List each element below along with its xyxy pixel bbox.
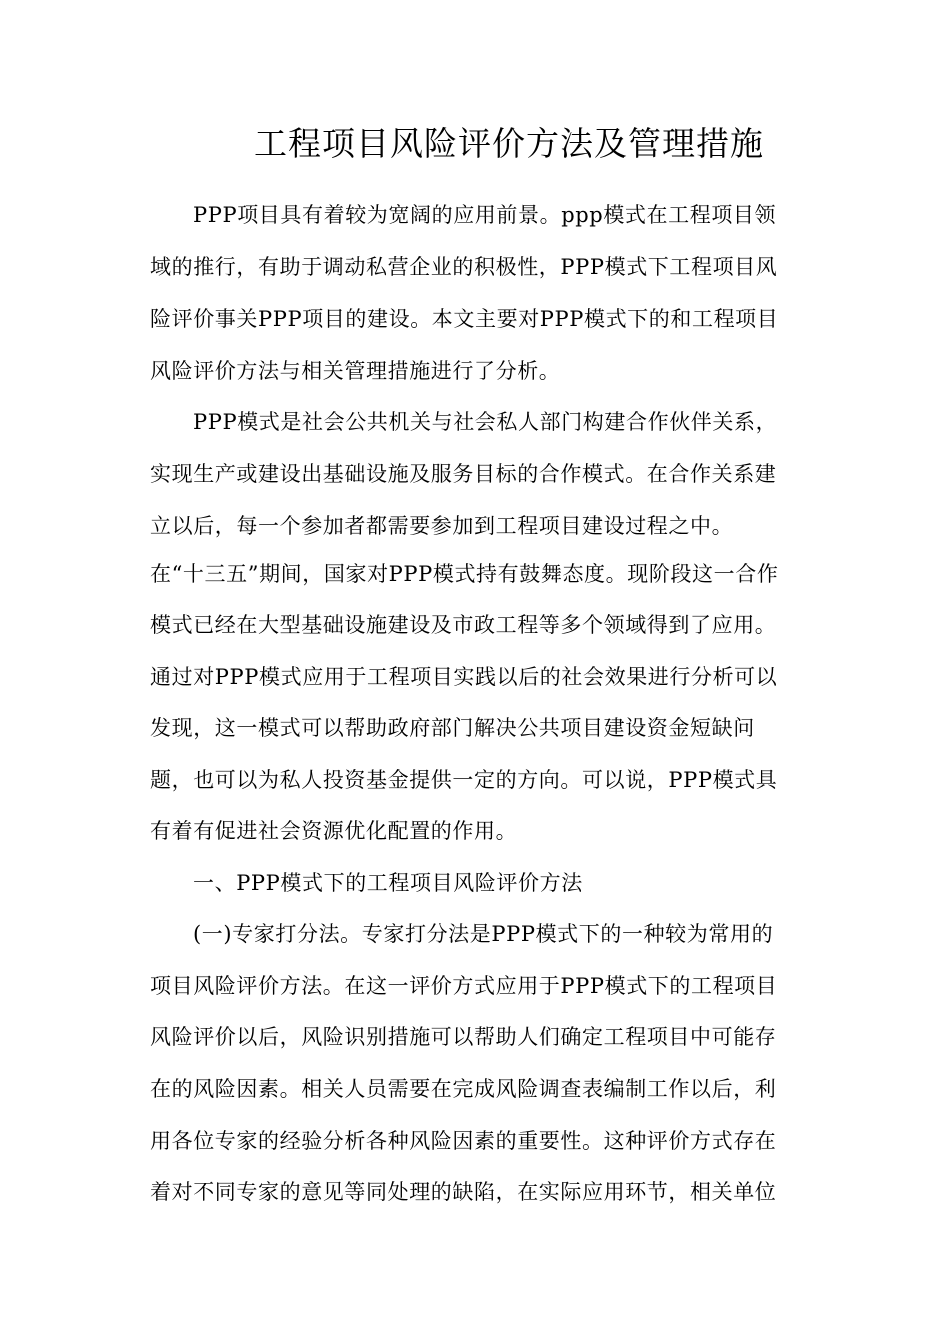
document-title: 工程项目风险评价方法及管理措施 [254, 124, 764, 163]
paragraph-1-line-3: 险评价事关PPP项目的建设。本文主要对PPP模式下的和工程项目 [150, 307, 779, 331]
paragraph-4-line-5: 用各位专家的经验分析各种风险因素的重要性。这种评价方式存在 [150, 1129, 777, 1153]
paragraph-1-line-2: 域的推行，有助于调动私营企业的积极性，PPP模式下工程项目风 [150, 255, 778, 279]
paragraph-2-line-2: 实现生产或建设出基础设施及服务目标的合作模式。在合作关系建 [150, 462, 777, 486]
paragraph-3-line-4: 发现，这一模式可以帮助政府部门解决公共项目建设资金短缺问 [150, 716, 755, 740]
paragraph-3-line-6: 有着有促进社会资源优化配置的作用。 [150, 819, 518, 843]
paragraph-3-line-3: 通过对PPP模式应用于工程项目实践以后的社会效果进行分析可以 [150, 665, 778, 689]
paragraph-4-line-6: 着对不同专家的意见等同处理的缺陷，在实际应用环节，相关单位 [150, 1180, 777, 1204]
paragraph-1-line-1: PPP项目具有着较为宽阔的应用前景。ppp模式在工程项目领 [193, 203, 777, 227]
paragraph-1-line-4: 风险评价方法与相关管理措施进行了分析。 [150, 359, 561, 383]
paragraph-4-line-4: 在的风险因素。相关人员需要在完成风险调查表编制工作以后，利 [150, 1077, 777, 1101]
paragraph-4-line-1: (一)专家打分法。专家打分法是PPP模式下的一种较为常用的 [193, 922, 774, 946]
paragraph-3-line-2: 模式已经在大型基础设施建设及市政工程等多个领域得到了应用。 [150, 613, 777, 637]
paragraph-3-line-5: 题，也可以为私人投资基金提供一定的方向。可以说，PPP模式具 [150, 768, 778, 792]
paragraph-3-line-1: 在“十三五”期间，国家对PPP模式持有鼓舞态度。现阶段这一合作 [150, 562, 779, 586]
section-heading-1: 一、PPP模式下的工程项目风险评价方法 [193, 871, 583, 895]
paragraph-2-line-1: PPP模式是社会公共机关与社会私人部门构建合作伙伴关系， [193, 410, 778, 434]
paragraph-2-line-3: 立以后，每一个参加者都需要参加到工程项目建设过程之中。 [150, 514, 734, 538]
paragraph-4-line-2: 项目风险评价方法。在这一评价方式应用于PPP模式下的工程项目 [150, 974, 778, 998]
paragraph-4-line-3: 风险评价以后，风险识别措施可以帮助人们确定工程项目中可能存 [150, 1025, 777, 1049]
